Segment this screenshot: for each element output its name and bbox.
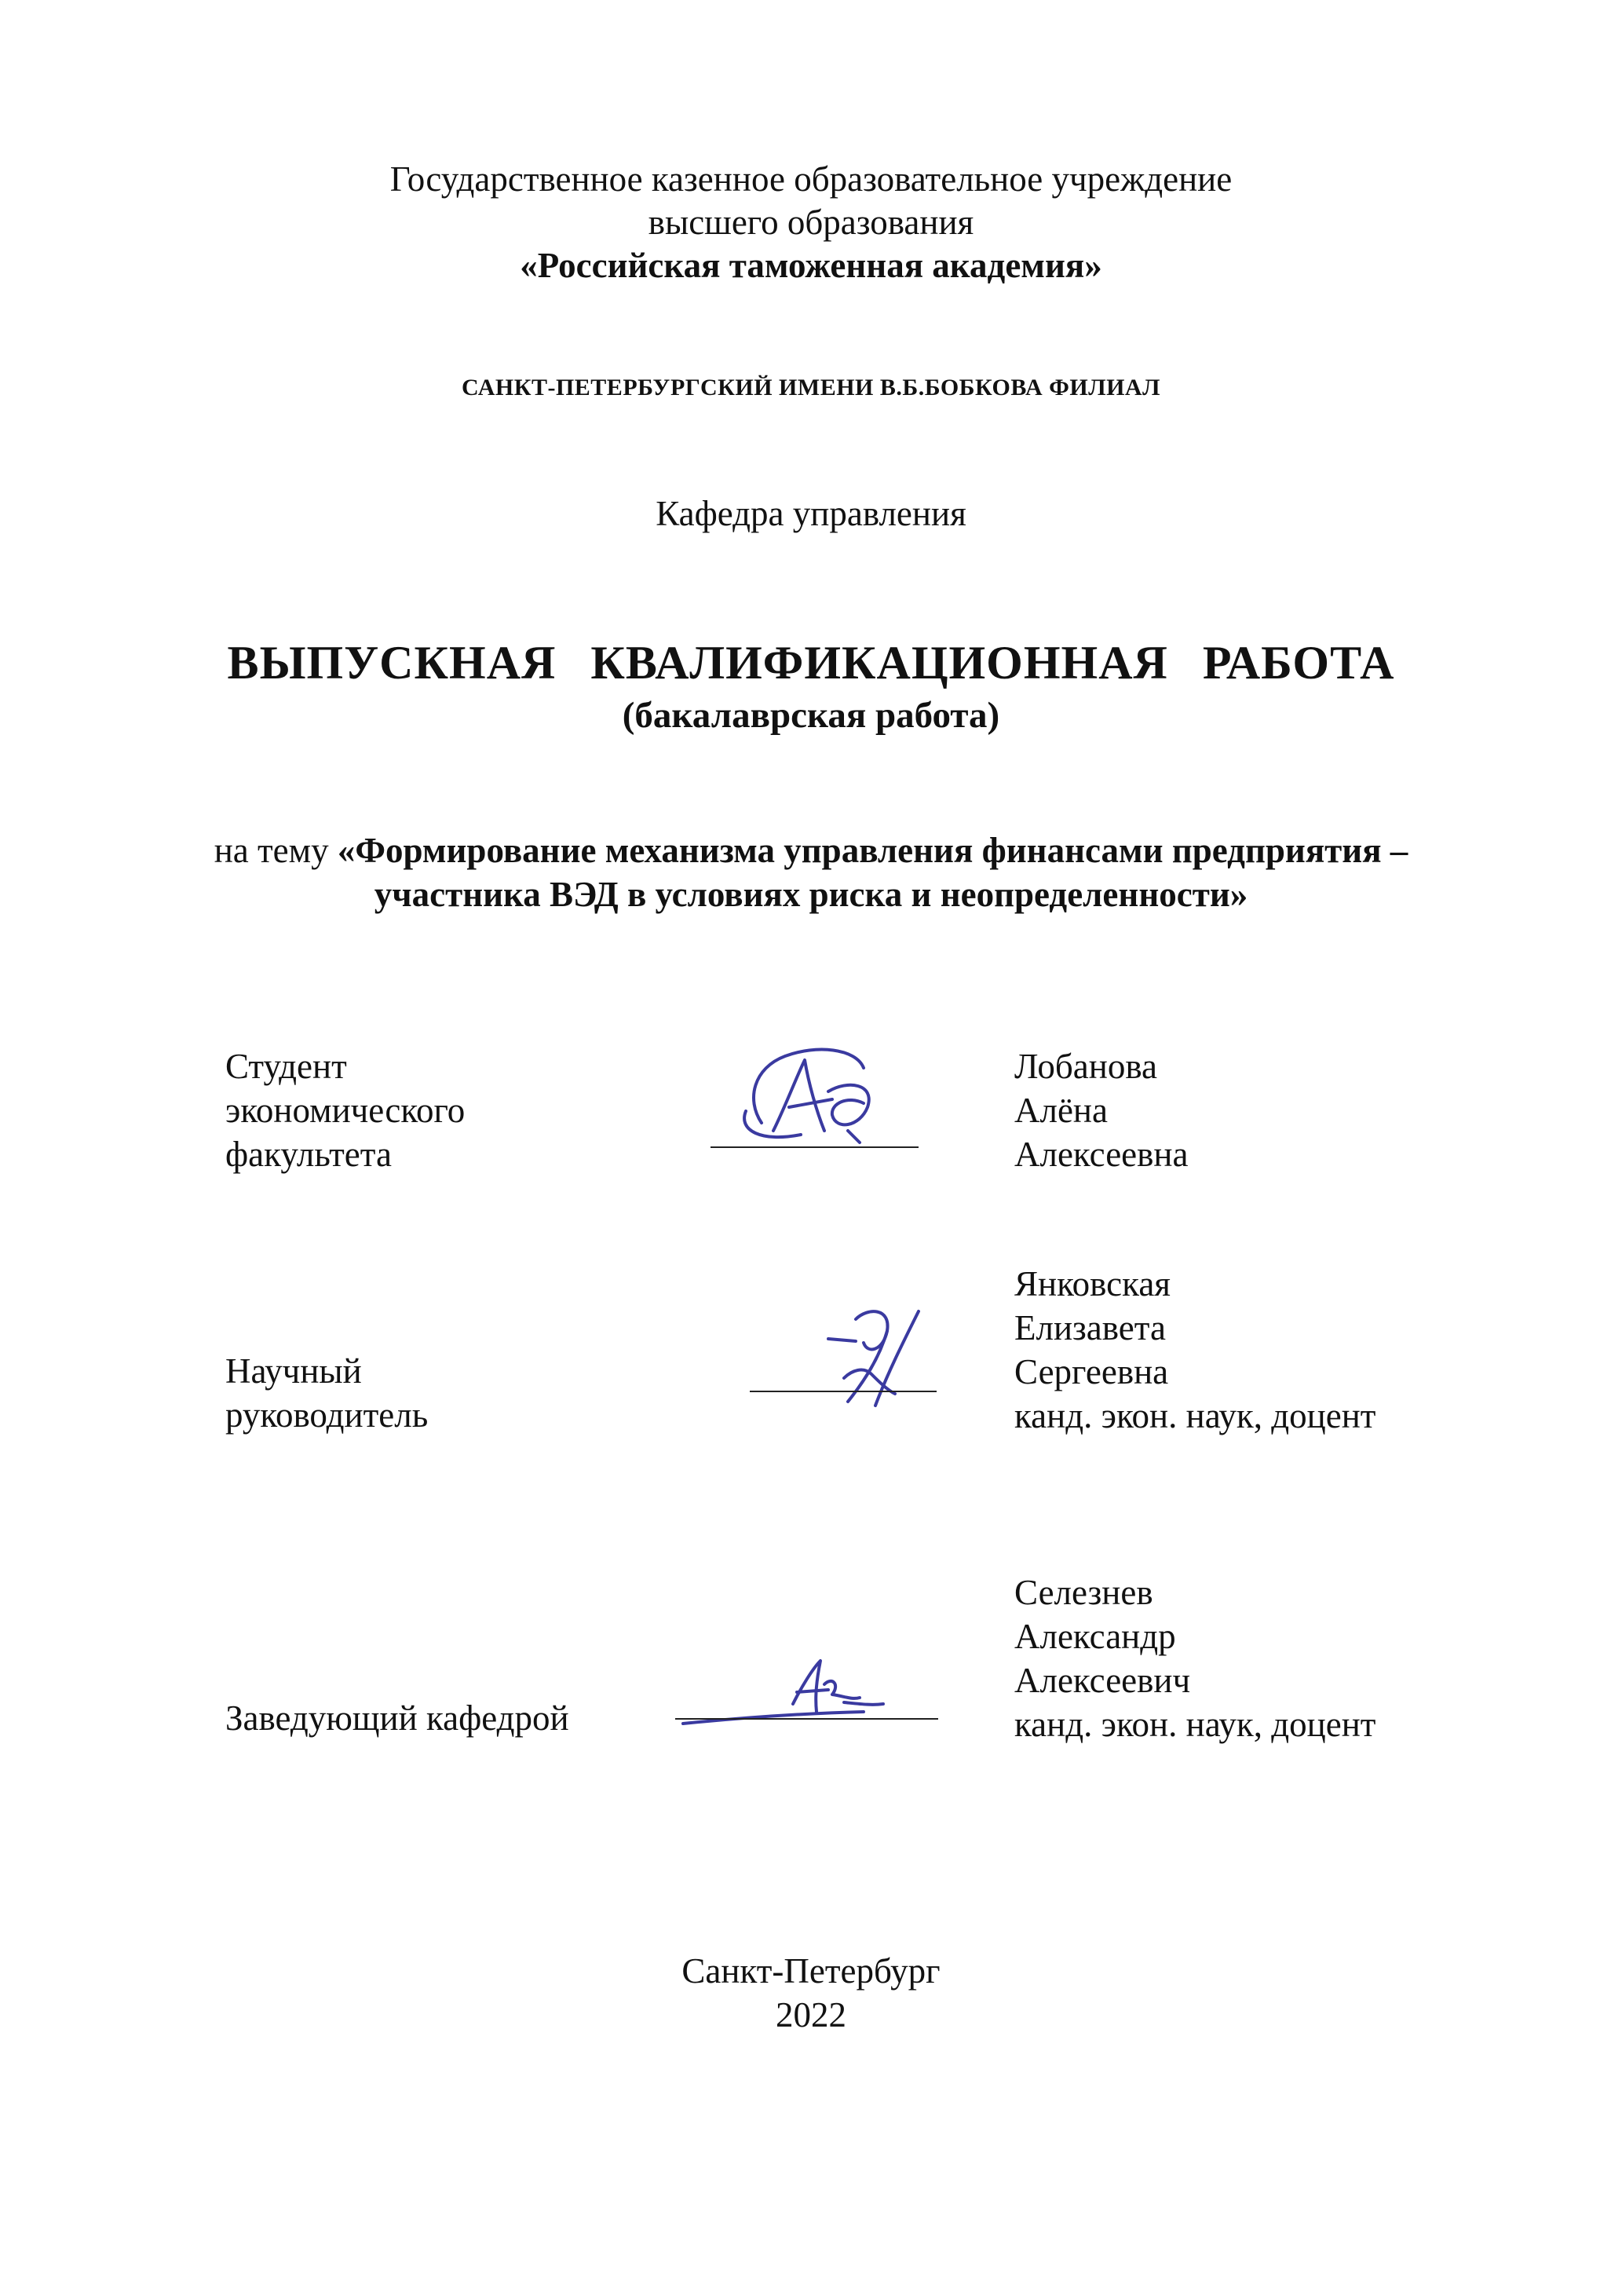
- head-name-line: Александр: [1014, 1617, 1176, 1656]
- supervisor-degree: канд. экон. наук, доцент: [1014, 1396, 1376, 1435]
- supervisor-name: [1014, 1262, 1375, 1438]
- student-role-line: Студент: [225, 1047, 347, 1086]
- department-name: Кафедра управления: [656, 494, 966, 533]
- branch-name: САНКТ-ПЕТЕРБУРГСКИЙ ИМЕНИ В.Б.БОБКОВА ФИЛИАЛ: [462, 375, 1160, 400]
- city: Санкт-Петербург: [681, 1951, 941, 1991]
- supervisor-signature-line: [750, 1391, 937, 1392]
- student-role-line: факультета: [225, 1135, 392, 1174]
- topic-line-1: [0, 828, 1622, 872]
- head-name-line: Селезнев: [1014, 1573, 1153, 1612]
- supervisor-name-line: Сергеевна: [1014, 1352, 1169, 1391]
- student-role: [225, 1044, 465, 1176]
- institution-type: Государственное казенное образовательное учреждение: [389, 159, 1233, 199]
- head-signature: [675, 1649, 942, 1735]
- student-name-line: Алексеевна: [1014, 1135, 1189, 1174]
- supervisor-name-line: Елизавета: [1014, 1308, 1166, 1347]
- work-subtitle: (бакалаврская работа): [622, 695, 1000, 736]
- student-role-line: экономического: [225, 1091, 466, 1130]
- supervisor-role-line: руководитель: [225, 1395, 429, 1435]
- topic-title-part-1: «Формирование механизма управления финансами предприятия –: [337, 831, 1408, 870]
- topic-line-2: [0, 872, 1622, 916]
- student-name-line: Лобанова: [1014, 1047, 1157, 1086]
- head-name-line: Алексеевич: [1014, 1661, 1191, 1700]
- academy-name: «Российская таможенная академия»: [520, 246, 1102, 285]
- student-signature: [730, 1036, 919, 1154]
- supervisor-role: [225, 1349, 428, 1437]
- work-title: ВЫПУСКНАЯ КВАЛИФИКАЦИОННАЯ РАБОТА: [227, 637, 1395, 689]
- head-role-line: Заведующий кафедрой: [225, 1698, 569, 1738]
- topic-title-part-2: участника ВЭД в условиях риска и неопределенности»: [374, 875, 1248, 914]
- supervisor-role-line: Научный: [225, 1351, 362, 1391]
- student-name: [1014, 1044, 1188, 1176]
- institution-level: высшего образования: [648, 203, 974, 242]
- head-degree: канд. экон. наук, доцент: [1014, 1705, 1376, 1744]
- student-signature-line: [711, 1146, 919, 1148]
- supervisor-name-line: Янковская: [1014, 1264, 1171, 1303]
- topic-prefix: на тему: [214, 831, 338, 870]
- year: 2022: [776, 1995, 846, 2035]
- head-signature-line: [675, 1718, 938, 1720]
- student-name-line: Алёна: [1014, 1091, 1108, 1130]
- head-name: [1014, 1570, 1375, 1746]
- head-role: [225, 1696, 569, 1740]
- supervisor-signature: [809, 1296, 942, 1413]
